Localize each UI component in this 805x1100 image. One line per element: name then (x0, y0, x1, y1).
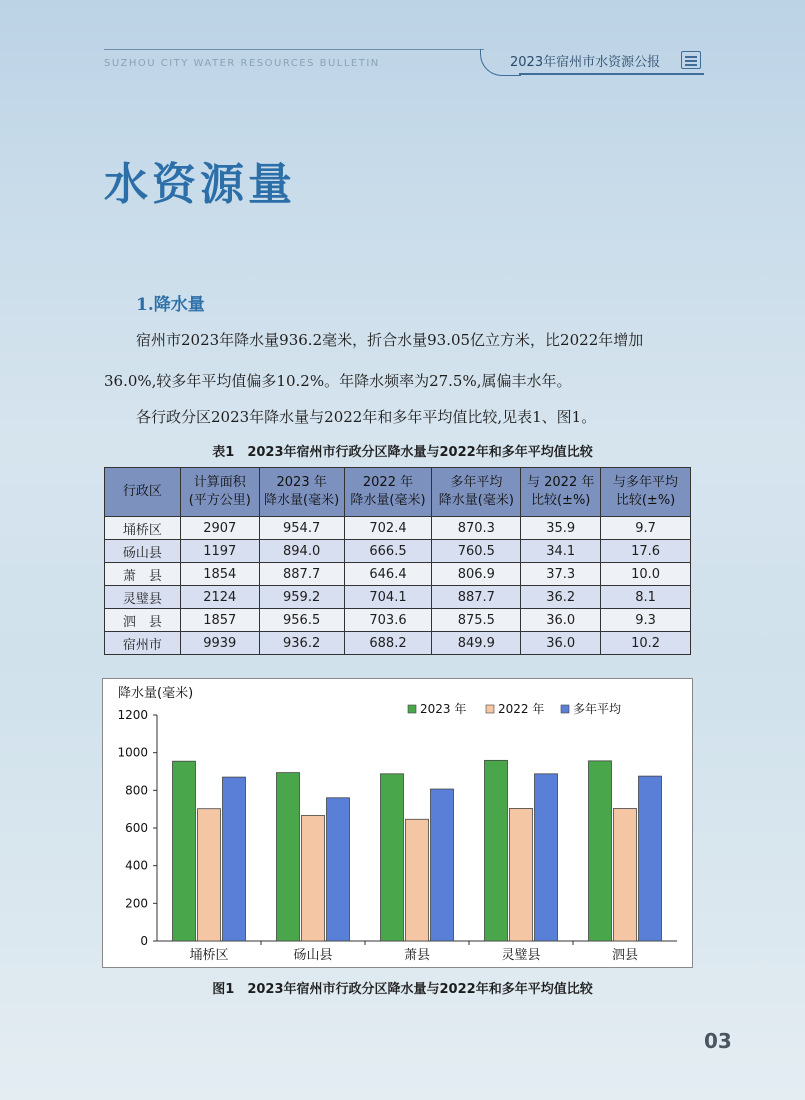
bar (406, 819, 429, 941)
x-tick-label: 埇桥区 (189, 948, 229, 963)
value-cell: 8.1 (601, 586, 691, 609)
y-tick-label: 0 (140, 934, 148, 948)
value-cell: 703.6 (344, 609, 432, 632)
bar (277, 773, 300, 941)
x-tick-label: 萧县 (403, 948, 431, 963)
table-header-cell (432, 468, 521, 517)
figure-caption: 图1 2023年宿州市行政分区降水量与2022年和多年平均值比较 (212, 982, 593, 997)
value-cell: 954.7 (259, 517, 344, 540)
bar (198, 809, 221, 941)
header-text: 比较(±%) (530, 493, 591, 508)
chart-svg (103, 679, 692, 967)
table-header-cell (344, 468, 432, 517)
page-number: 03 (704, 1029, 732, 1053)
value-cell: 849.9 (432, 632, 521, 655)
legend-label: 多年平均 (573, 702, 622, 716)
value-cell: 9939 (180, 632, 259, 655)
bar (431, 789, 454, 941)
document-icon (681, 51, 701, 69)
header-text: 降水量(毫米) (350, 493, 426, 508)
table-row (105, 632, 691, 655)
value-cell: 2907 (180, 517, 259, 540)
value-cell: 666.5 (344, 540, 432, 563)
legend-swatch (561, 705, 569, 713)
header-text: 行政区 (122, 484, 162, 499)
value-cell: 2124 (180, 586, 259, 609)
y-tick-label: 200 (125, 896, 148, 911)
section-title: 1.降水量 (136, 295, 205, 315)
value-cell: 887.7 (432, 586, 521, 609)
value-cell: 936.2 (259, 632, 344, 655)
header-text: 与多年平均 (613, 475, 679, 490)
value-cell: 36.0 (521, 609, 601, 632)
y-tick-label: 1000 (117, 745, 148, 760)
region-cell: 埇桥区 (105, 517, 181, 540)
bar (639, 776, 662, 941)
header-underline (519, 73, 704, 75)
table-header-cell (259, 468, 344, 517)
legend-swatch (408, 705, 416, 713)
bar (589, 761, 612, 941)
value-cell: 646.4 (344, 563, 432, 586)
value-cell: 887.7 (259, 563, 344, 586)
value-cell: 702.4 (344, 517, 432, 540)
value-cell: 37.3 (521, 563, 601, 586)
value-cell: 9.7 (601, 517, 691, 540)
bar (223, 777, 246, 941)
value-cell: 956.5 (259, 609, 344, 632)
paragraph-2: 36.0%,较多年平均值偏多10.2%。年降水频率为27.5%,属偏丰水年。 (104, 372, 572, 390)
precipitation-table (104, 467, 691, 655)
header-text: 降水量(毫米) (264, 493, 340, 508)
table-row (105, 563, 691, 586)
header-left-text: SUZHOU CITY WATER RESOURCES BULLETIN (104, 58, 380, 69)
table-row (105, 609, 691, 632)
table-header-row (105, 468, 691, 517)
header-text: 2023 年 (276, 475, 327, 490)
bar (327, 798, 350, 941)
table-row (105, 540, 691, 563)
region-cell: 萧 县 (105, 563, 181, 586)
table-caption: 表1 2023年宿州市行政分区降水量与2022年和多年平均值比较 (212, 445, 593, 460)
value-cell: 17.6 (601, 540, 691, 563)
y-tick-label: 600 (125, 821, 148, 835)
region-cell: 泗 县 (105, 609, 181, 632)
page-title: 水资源量 (104, 159, 296, 210)
bar (302, 815, 325, 941)
y-tick-label: 400 (125, 858, 148, 873)
header-text: 降水量(毫米) (438, 493, 514, 508)
table-row (105, 586, 691, 609)
table-body (105, 517, 691, 655)
value-cell: 760.5 (432, 540, 521, 563)
table-header-cell (601, 468, 691, 517)
x-tick-label: 砀山县 (293, 948, 333, 963)
header-text: (平方公里) (188, 493, 251, 508)
value-cell: 10.0 (601, 563, 691, 586)
region-cell: 灵璧县 (105, 586, 181, 609)
value-cell: 870.3 (432, 517, 521, 540)
table-row (105, 517, 691, 540)
bar (510, 808, 533, 941)
value-cell: 34.1 (521, 540, 601, 563)
header-text: 与 2022 年 (527, 475, 595, 490)
x-tick-label: 灵璧县 (501, 948, 541, 963)
table-header-cell (105, 468, 181, 517)
value-cell: 894.0 (259, 540, 344, 563)
y-tick-label: 800 (125, 783, 148, 798)
y-tick-label: 1200 (117, 708, 148, 722)
bar (173, 761, 196, 941)
bar (381, 774, 404, 941)
value-cell: 35.9 (521, 517, 601, 540)
value-cell: 9.3 (601, 609, 691, 632)
region-cell: 宿州市 (105, 632, 181, 655)
bar-chart (102, 678, 693, 968)
value-cell: 1857 (180, 609, 259, 632)
header-text: 多年平均 (450, 475, 503, 490)
header-text: 2022 年 (362, 475, 414, 490)
value-cell: 959.2 (259, 586, 344, 609)
bar (614, 808, 637, 941)
y-axis-label: 降水量(毫米) (118, 686, 194, 701)
legend-label: 2023 年 (420, 702, 467, 716)
bar (485, 760, 508, 941)
value-cell: 36.0 (521, 632, 601, 655)
value-cell: 10.2 (601, 632, 691, 655)
region-cell: 砀山县 (105, 540, 181, 563)
value-cell: 688.2 (344, 632, 432, 655)
bar (535, 774, 558, 941)
header-text: 计算面积 (193, 475, 246, 490)
table-header-cell (521, 468, 601, 517)
paragraph-1: 宿州市2023年降水量936.2毫米，折合水量93.05亿立方米，比2022年增加 (136, 331, 644, 349)
value-cell: 704.1 (344, 586, 432, 609)
x-tick-label: 泗县 (611, 948, 639, 963)
value-cell: 1197 (180, 540, 259, 563)
table-header-cell (180, 468, 259, 517)
header-text: 比较(±%) (615, 493, 676, 508)
header-right-text: 2023年宿州市水资源公报 (510, 55, 661, 70)
value-cell: 1854 (180, 563, 259, 586)
legend-label: 2022 年 (498, 702, 545, 716)
legend-swatch (486, 705, 494, 713)
value-cell: 806.9 (432, 563, 521, 586)
value-cell: 875.5 (432, 609, 521, 632)
value-cell: 36.2 (521, 586, 601, 609)
header-rule (104, 49, 484, 50)
paragraph-3: 各行政分区2023年降水量与2022年和多年平均值比较,见表1、图1。 (136, 408, 597, 426)
